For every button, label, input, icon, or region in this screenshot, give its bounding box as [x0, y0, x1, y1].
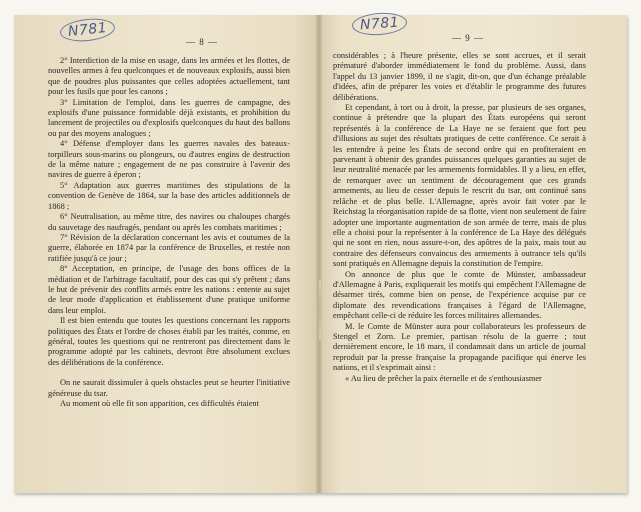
right-page-number: — 9 — — [452, 33, 484, 43]
right-archive-stamp: N781 — [351, 11, 408, 37]
paragraph: 7° Révision de la déclaration concernant les avis et coutumes de la guerre, élaborée en 1874 par la conférence de Bruxelles, et restée non ratifiée jusqu'à ce jour ; — [48, 232, 290, 263]
paragraph: considérables ; à l'heure présente, elles se sont accrues, et il serait prématuré d'aborder immédiatement le fond du problème. Aussi, dans l'appel du 13 janvier 1899, il ne s'agit, dit-on, que d'un échange préalable d'idées, afin de préparer les voies et d'établir le programme des futures délibérations. — [333, 51, 586, 102]
left-page-text — [48, 56, 290, 409]
left-archive-stamp: N781 — [59, 16, 116, 44]
paragraph: 8° Acceptation, en principe, de l'usage des bons offices de la médiation et de l'arbitrage facultatif, pour des cas qui s'y prêtent ; dans le but de prévenir des conflits armés entre les nations : entente au sujet de leur mode d'application et établissement d'une pratique uniforme dans leur emploi. — [48, 264, 290, 315]
left-page-number: — 8 — — [186, 37, 218, 47]
book-gutter — [316, 15, 322, 493]
paragraph: On annonce de plus que le comte de Münster, ambassadeur d'Allemagne à Paris, expliquerait les motifs qui empêchent l'Allemagne de désarmer tirés, comme bien on pense, de l'expérience acquise par ce diplomate des revendications françaises à l'égard de l'Allemagne, empêchant celle-ci de réduire les forces militaires allemandes. — [333, 269, 586, 321]
paragraph: M. le Comte de Münster aura pour collaborateurs les professeurs de Stengel et Zorn. Le premier, partisan résolu de la guerre ; tout dernièrement encore, le 18 mars, il condamnait dans un article de journal reproduit par la presse française la propagande pacifique qui énerve les nations, et il s'exprimait ainsi : — [333, 321, 586, 373]
paragraph: Au moment où elle fit son apparition, ces difficultés étaient — [60, 399, 259, 408]
paragraph: Et cependant, à tort ou à droit, la presse, par plusieurs de ses organes, continue à prétendre que la plupart des États européens qui seront représentés à la conférence de La Haye ne se feraient que fort peu d'illusions au sujet des résultats pratiques de cette conférence. Ce serait à les entendre à peine les États de second ordre qui en profiteraient en parvenant à obtenir des grandes puissances quelques garanties au sujet de leur neutralité menacée par les armements formidables. Il y a lieu, en effet, de remarquer avec un sentiment de découragement que ces grands armements, au lieu de cesser depuis le rescrit du tsar, ont continué sans relâche et de plus belle. L'Allemagne, après avoir fait voter par le Reichstag la réorganisation rapide de sa flotte, vient non seulement de faire adopter une importante augmentation de son armée de terre, mais de plus elle a choisi pour la représenter à la conférence de La Haye des délégués qui ne sont en rien, nous assure-t-on, des apôtres de la paix, mais tout au contraire des défenseurs convaincus des armements à outrance tels qu'ils sont pratiqués en Allemagne depuis la constitution de l'empire. — [333, 103, 586, 269]
paragraph: 6° Neutralisation, au même titre, des navires ou chaloupes chargés du sauvetage des naufragés, pendant ou après les combats maritimes ; — [48, 212, 290, 232]
paragraph: 5° Adaptation aux guerres maritimes des stipulations de la convention de Genève de 1864, sur la base des articles additionnels de 1868 ; — [48, 180, 290, 211]
paragraph: 2° Interdiction de la mise en usage, dans les armées et les flottes, de nouvelles armes à feu quelconques et de nouveaux explosifs, aussi bien que de poudres plus puissantes que celles adoptées actuellement, tant pour les fusils que pour les canons ; — [48, 56, 290, 97]
paragraph: On ne saurait dissimuler à quels obstacles peut se heurter l'initiative généreuse du tsar. — [48, 378, 290, 398]
paragraph-gap — [48, 368, 290, 378]
paragraph: 4° Défense d'employer dans les guerres navales des bateaux-torpilleurs sous-marins ou plongeurs, ou d'autres engins de destruction de la même nature ; engagement de ne pas construire à l'avenir des navires de guerre à éperon ; — [48, 139, 290, 180]
paragraph: Il est bien entendu que toutes les questions concernant les rapports politiques des États et l'ordre de choses établi par les traités, comme, en général, toutes les questions qui ne rentreront pas directement dans le programme adopté par les cabinets, devront être absolument exclues des délibérations de la conférence. — [48, 316, 290, 367]
right-page-text — [333, 51, 586, 384]
paragraph: 3° Limitation de l'emploi, dans les guerres de campagne, des explosifs d'une puissance formidable déjà existants, et prohibition du lancement de projectiles ou d'explosifs quelconques du haut des ballons ou par des moyens analogues ; — [48, 97, 290, 138]
page-crease — [319, 280, 321, 340]
paragraph: « Au lieu de prêcher la paix éternelle et de s'enthousiasmer — [345, 373, 542, 383]
